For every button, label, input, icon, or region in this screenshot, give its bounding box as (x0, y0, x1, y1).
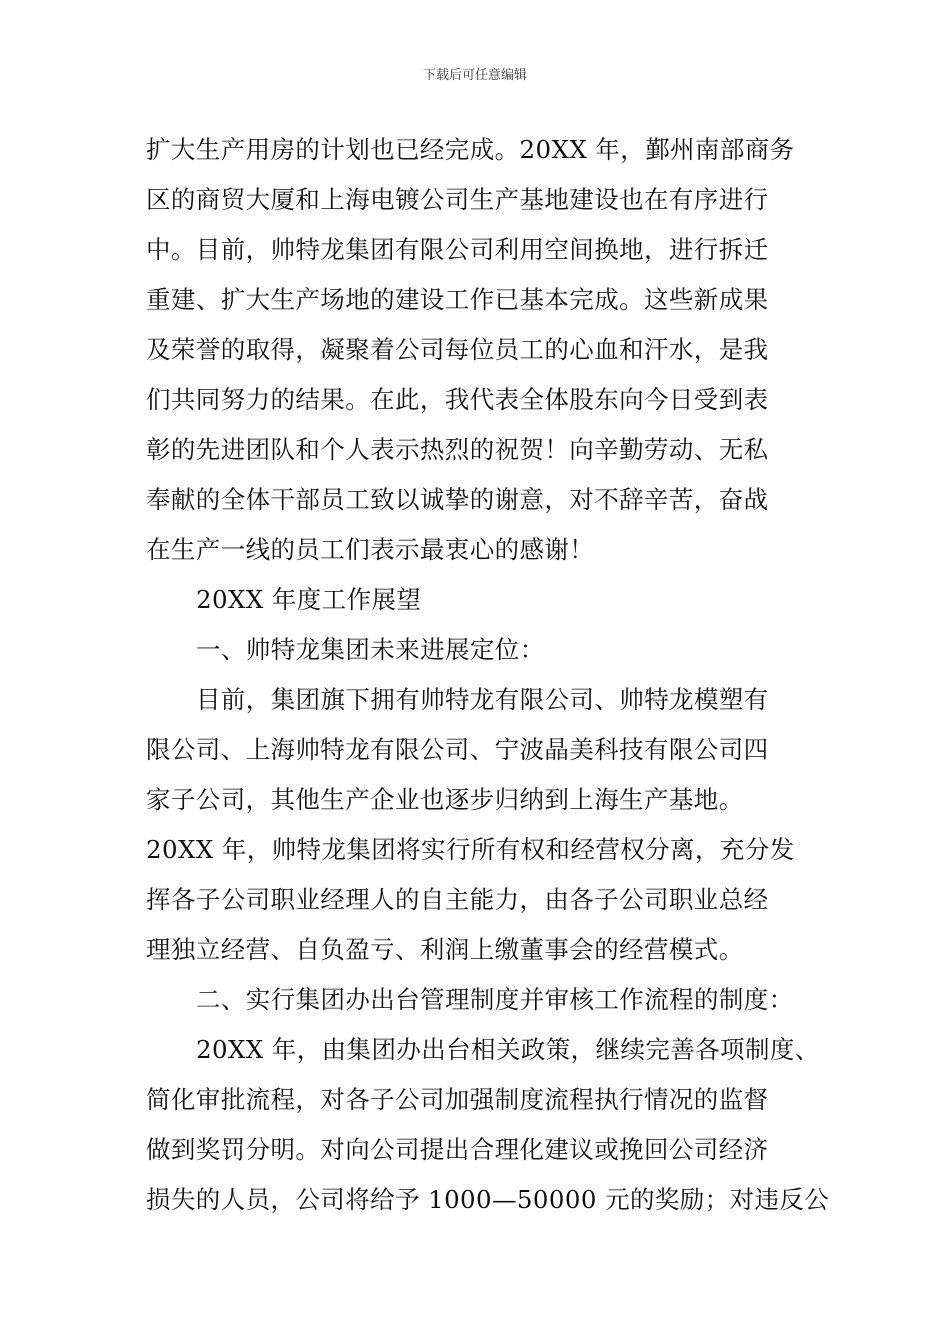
body-line: 挥各子公司职业经理人的自主能力，由各子公司职业总经 (146, 885, 769, 914)
body-line: 做到奖罚分明。对向公司提出合理化建议或挽回公司经济 (146, 1135, 769, 1164)
body-line: 家子公司，其他生产企业也逐步归纳到上海生产基地。 (146, 785, 744, 814)
body-line: 理独立经营、自负盈亏、利润上缴董事会的经营模式。 (146, 935, 744, 964)
body-line: 扩大生产用房的计划也已经完成。20XX 年，鄞州南部商务 (146, 135, 795, 164)
body-line: 重建、扩大生产场地的建设工作已基本完成。这些新成果 (146, 285, 769, 314)
section-heading: 一、帅特龙集团未来进展定位： (196, 635, 545, 664)
body-line: 20XX 年，由集团办出台相关政策，继续完善各项制度、 (196, 1035, 820, 1064)
body-line: 20XX 年，帅特龙集团将实行所有权和经营权分离，充分发 (146, 835, 795, 864)
body-line: 区的商贸大厦和上海电镀公司生产基地建设也在有序进行 (146, 185, 769, 214)
body-line: 及荣誉的取得，凝聚着公司每位员工的心血和汗水，是我 (146, 335, 769, 364)
body-line: 奉献的全体干部员工致以诚挚的谢意，对不辞辛苦，奋战 (146, 485, 769, 514)
section-heading: 20XX 年度工作展望 (196, 585, 422, 614)
page-header: 下载后可任意编辑 (422, 68, 527, 83)
body-line: 中。目前，帅特龙集团有限公司利用空间换地，进行拆迁 (146, 235, 769, 264)
body-line: 目前，集团旗下拥有帅特龙有限公司、帅特龙模塑有 (196, 685, 769, 714)
body-line: 在生产一线的员工们表示最衷心的感谢！ (146, 535, 595, 564)
section-heading: 二、实行集团办出台管理制度并审核工作流程的制度： (196, 985, 794, 1014)
body-line: 彰的先进团队和个人表示热烈的祝贺！向辛勤劳动、无私 (146, 435, 769, 464)
body-line: 们共同努力的结果。在此，我代表全体股东向今日受到表 (146, 385, 769, 414)
body-line: 简化审批流程，对各子公司加强制度流程执行情况的监督 (146, 1085, 769, 1114)
body-line: 损失的人员，公司将给予 1000—50000 元的奖励；对违反公 (146, 1185, 830, 1214)
body-line: 限公司、上海帅特龙有限公司、宁波晶美科技有限公司四 (146, 735, 769, 764)
